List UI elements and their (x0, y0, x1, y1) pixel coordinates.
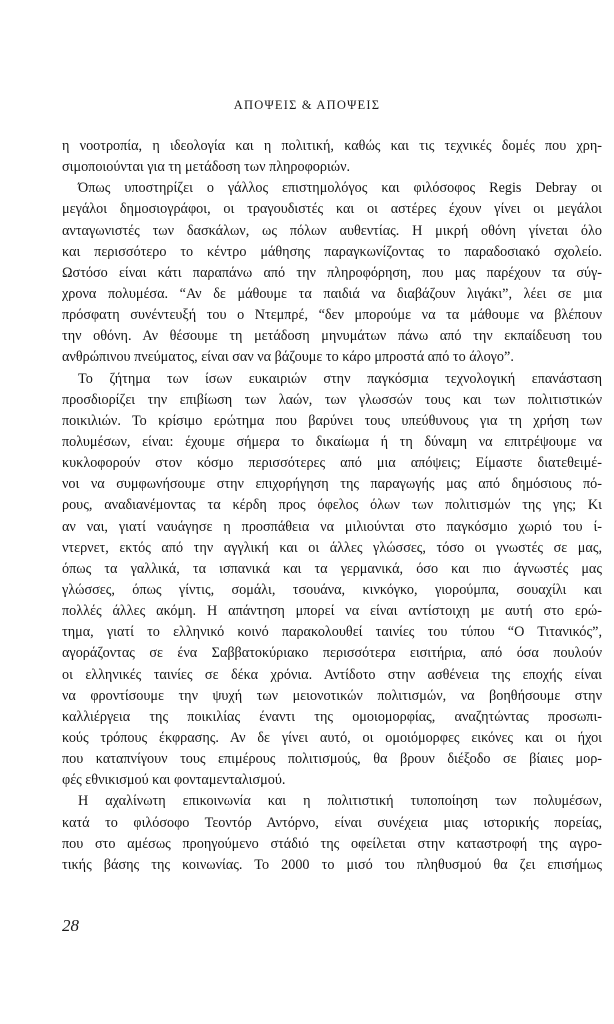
text-line: αν ναι, γιατί ναυάγησε η προσπάθεια να μιλιούνται στο παγκόσμιο χωριό του ί- (62, 518, 602, 535)
text-line: τημα, γιατί το ελληνικό κοινό παρακολουθεί ταινίες του τύπου “Ο Τιτανικός”, (62, 624, 602, 641)
text-line: να φροντίσουμε την ψυχή των μειονοτικών πολιτισμών, να βοηθήσουμε στην (62, 687, 602, 704)
text-line: πολυμέσων, είναι: έχουμε σήμερα το δικαίωμα ή τη δύναμη να επιτρέψουμε να (62, 433, 602, 450)
text-line: οι ελληνικές ταινίες σε δέκα χρόνια. Αντίδοτο στην ασθένεια της εποχής είναι (62, 666, 602, 683)
text-line: ρους, αναδιανέμοντας τα κέρδη προς όφελος όλων των πολιτισμών της γης; Κι (62, 497, 602, 514)
text-line: ανταγωνιστές των δασκάλων, ως πόλων αυθεντίας. Η μικρή οθόνη γίνεται όλο (62, 222, 602, 239)
body-text (62, 136, 602, 876)
text-line: που στο αμέσως προηγούμενο στάδιό της οφείλεται στην καταστροφή της αγρο- (62, 835, 602, 852)
text-line: φές εθνικισμού και φονταμενταλισμού. (62, 772, 286, 789)
text-line: προσδιορίζει την επιβίωση των λαών, των γλωσσών τους και των πολιτιστικών (62, 391, 602, 408)
text-line: ντερνετ, εκτός από την αγγλική και οι άλλες γλώσσες, τόσο οι γνωστές σε μας, (62, 539, 602, 556)
text-line: νοι να συμφωνήσουμε στην επιχορήγηση της παραγωγής μας από δημόσιους πό- (62, 476, 602, 493)
text-line: όπως τα γαλλικά, τα ισπανικά και τα γερμανικά, όσο και πιο άγνωστές μας (62, 560, 602, 577)
text-line: η νοοτροπία, η ιδεολογία και η πολιτική, καθώς και τις τεχνικές δομές που χρη- (62, 138, 602, 154)
text-line: Ωστόσο είναι κάτι παραπάνω από την πληροφόρηση, που μας παρέχουν τα σύγ- (62, 264, 602, 281)
text-line: και περισσότερο το κέντρο μάθησης παραγκωνίζοντας το παραδοσιακό σχολείο. (62, 243, 602, 260)
text-line: κατά το φιλόσοφο Τεοντόρ Αντόρνο, είναι συνέχεια μιας ιστορικής πορείας, (62, 814, 602, 831)
text-line: τικής βάσης της κοινωνίας. Το 2000 το μισό του πληθυσμού θα ζει επισήμως (62, 856, 602, 873)
text-line: ανθρώπινου πνεύματος, είναι σαν να βάζουμε το κάρο μπροστά από το άλογο”. (62, 349, 514, 366)
text-line: χρονα πολυμέσα. “Αν δε μάθουμε τα παιδιά να διαβάζουν λιγάκι”, λέει σε μια (62, 285, 602, 302)
page-number: 28 (62, 916, 79, 935)
text-line: αγοράζοντας σε ένα Σαββατοκύριακο περισσότερα εισιτήρια, από όσα πουλούν (62, 645, 602, 662)
text-line: γλώσσες, όπως γίντις, σομάλι, τσουάνα, κινκόγκο, γιορούμπα, σουαχίλι και (62, 581, 602, 598)
text-line: που καταπνίγουν τους επιμέρους πολιτισμούς, θα βρουν διέξοδο σε βίαιες μορ- (62, 751, 602, 768)
text-line: πρόσφατη συνέντευξή του ο Ντεμπρέ, “δεν μπορούμε να τα μάθουμε να βλέπουν (62, 307, 602, 324)
paragraph-start: Όπως υποστηρίζει ο γάλλος επιστημολόγος και φιλόσοφος Regis Debray οι (78, 180, 602, 197)
text-line: σιμοποιούνται για τη μετάδοση των πληροφοριών. (62, 159, 351, 176)
text-line: μεγάλοι δημοσιογράφοι, οι τραγουδιστές και οι αστέρες έχουν γίνει οι μεγάλοι (62, 201, 602, 218)
paragraph-start: Το ζήτημα των ίσων ευκαιριών στην παγκόσμια τεχνολογική επανάσταση (78, 370, 602, 387)
text-line: ποικιλιών. Το κρίσιμο ερώτημα που βαρύνει τους υπεύθυνους για τη χρήση των (62, 412, 602, 429)
paragraph-start: Η αχαλίνωτη επικοινωνία και η πολιτιστική τυποποίηση των πολυμέσων, (78, 793, 602, 810)
text-line: καλλιέργεια της ποικιλίας έναντι της ομοιομορφίας, αναζητώντας προσωπι- (62, 708, 602, 725)
text-line: κούς τρόπους έκφρασης. Αν δε γίνει αυτό, οι ομοιόμορφες εικόνες και οι ήχοι (62, 729, 602, 746)
running-header: ΑΠΟΨΕΙΣ & ΑΠΟΨΕΙΣ (233, 98, 381, 112)
text-line: την οθόνη. Αν θέσουμε τη μετάδοση μηνυμάτων πάνω από την εκπαίδευση του (62, 328, 602, 345)
text-line: κυκλοφορούν στον κόσμο περισσότερες από μια απόψεις; Είμαστε διατεθειμέ- (62, 455, 602, 472)
text-line: πολλές άλλες ακόμη. Η απάντηση μπορεί να είναι αντίστοιχη με αυτή στο ερώ- (62, 603, 602, 620)
